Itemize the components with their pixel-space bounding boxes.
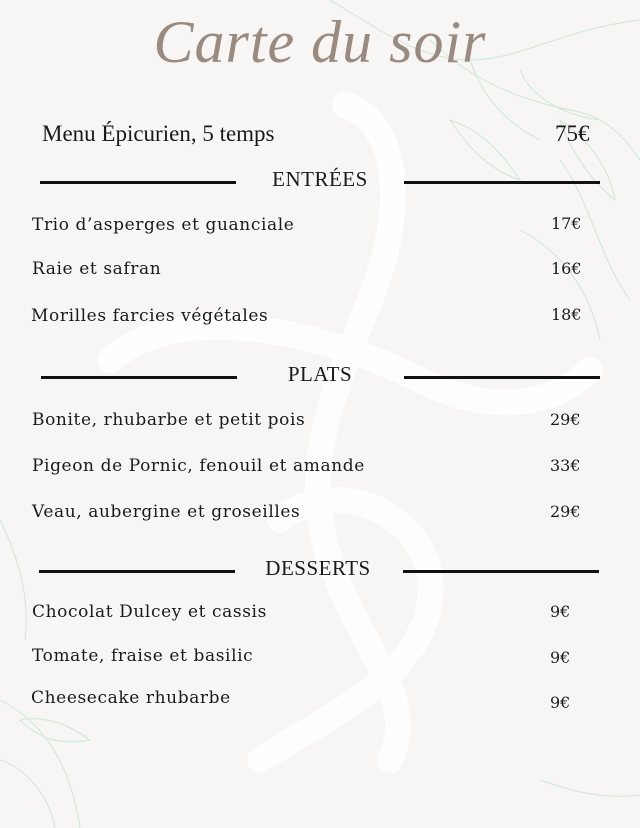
menu-item-price: 9€ [550,648,571,667]
menu-item-price: 29€ [550,502,581,521]
menu-item-price: 16€ [551,259,582,278]
menu-item-name: Raie et safran [32,259,162,279]
menu-item-name: Morilles farcies végétales [31,306,269,326]
divider-line [403,570,599,573]
menu-item-price: 18€ [551,305,582,324]
menu-item-price: 9€ [550,693,571,712]
section-desserts [0,556,640,586]
section-heading: ENTRÉES [272,167,368,191]
tasting-menu-name: Menu Épicurien, 5 temps [42,121,275,146]
menu-item-price: 29€ [550,410,581,429]
divider-line [404,376,600,379]
section-entrees [0,167,640,197]
menu-item-name: Chocolat Dulcey et cassis [32,602,267,622]
divider-line [39,570,235,573]
menu-item-price: 33€ [550,456,581,475]
menu-item-name: Veau, aubergine et groseilles [32,502,301,522]
divider-line [40,181,236,184]
menu-item-name: Cheesecake rhubarbe [31,688,231,708]
tasting-menu-price: 75€ [555,121,590,146]
section-plats [0,362,640,392]
menu-item-price: 17€ [551,214,582,233]
section-heading: DESSERTS [265,556,371,580]
divider-line [41,376,237,379]
page-title: Carte du soir [153,9,487,75]
menu-item-name: Bonite, rhubarbe et petit pois [32,410,306,430]
menu-item-name: Trio d’asperges et guanciale [32,215,295,235]
menu-item-name: Pigeon de Pornic, fenouil et amande [32,456,365,476]
menu-item-price: 9€ [550,602,571,621]
menu-item-name: Tomate, fraise et basilic [32,646,254,666]
divider-line [404,181,600,184]
section-heading: PLATS [287,362,353,386]
